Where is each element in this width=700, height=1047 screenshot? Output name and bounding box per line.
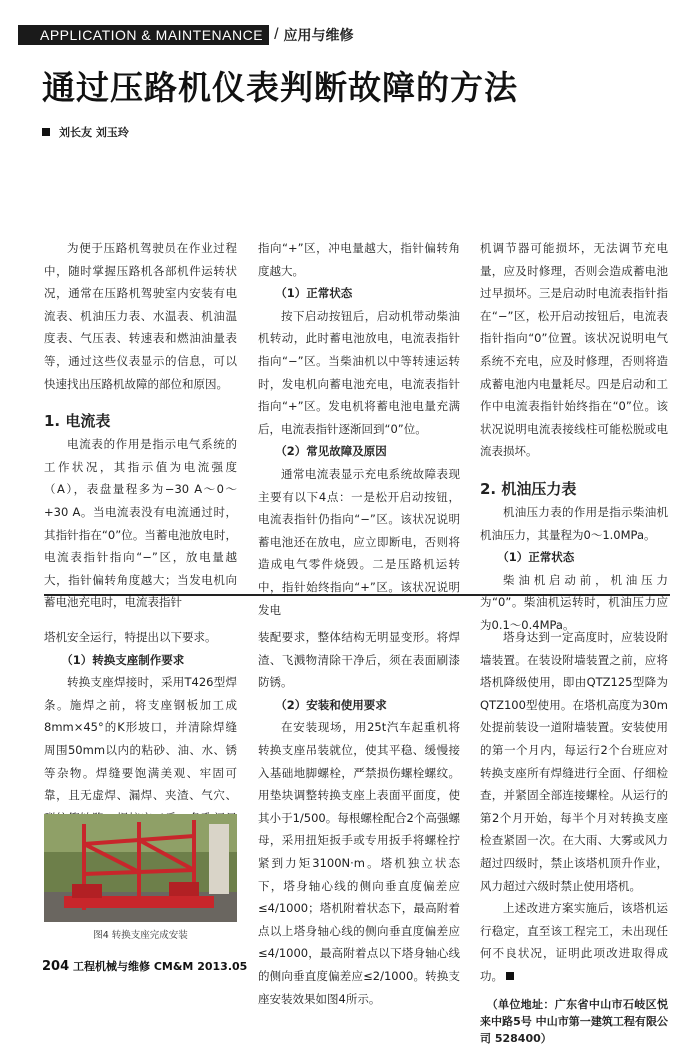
lower-paragraph-4: 塔身达到一定高度时，应装设附墙装置。在装设附墙装置之前，应将塔机降级使用，即由QTZ125型降为QTZ100型使用。在塔机高度为30m处提前装设一道附墙装置。安装使用的第一个月内，每运行2个台班应对转换支座所有焊缝进行全面、仔细检查，并紧固全部连接螺栓。从运行的第2个月开始，每半个月对转换支座检查紧固一次。在大雨、大雾或风力超过四级时，禁止该塔机顶升作业，风力超过六级时禁止使用塔机。 — [480, 630, 668, 893]
section-label-en: APPLICATION & MAINTENANCE — [18, 25, 269, 45]
bullet-square-icon — [42, 128, 50, 136]
lower-subheading-fabrication: （1）转换支座制作要求 — [61, 652, 185, 667]
section-slash: / — [274, 26, 279, 43]
section-1-paragraph-2: 按下启动按钮后，启动机带动柴油机转动，此时蓄电池放电，电流表指针指向“−”区。当柴油机以中等转速运转时，发电机向蓄电池充电，电流表指针指向“+”区。发电机将蓄电池电量充满后，电流表指针逐渐回到“0”位。 — [258, 308, 460, 436]
section-label-cn: 应用与维修 — [283, 28, 354, 44]
page-footer — [42, 958, 247, 974]
lower-paragraph-1: 塔机安全运行，特提出以下要求。 — [44, 630, 217, 644]
lower-subheading-installation: （2）安装和使用要求 — [275, 697, 387, 712]
authors: 刘长友 刘玉玲 — [59, 126, 129, 139]
author-line — [42, 124, 129, 140]
section-2-heading: 2. 机油压力表 — [480, 479, 577, 498]
upper-column-3 — [480, 237, 668, 637]
section-1-subheading-normal: （1）正常状态 — [275, 286, 353, 301]
section-1-paragraph-1: 电流表的作用是指示电气系统的工作状况，其指示值为电流强度（A），表盘量程多为−30 A～0～+30 A。当电流表没有电流通过时，其指针指在“0”位。当蓄电池放电时，电流表指针指向“−”区，放电量越大，指针偏转角度越大；当发电机向蓄电池充电时，电流表指针 — [44, 437, 237, 610]
end-mark-icon — [506, 972, 514, 980]
upper-column-1 — [44, 237, 237, 614]
section-1-subheading-faults: （2）常见故障及原因 — [275, 444, 387, 459]
figure-4-caption: 图4 转换支座完成安装 — [93, 930, 188, 941]
upper-column-2 — [258, 237, 460, 621]
section-2-subheading-normal: （1）正常状态 — [497, 550, 575, 565]
section-1-heading: 1. 电流表 — [44, 412, 111, 431]
conclusion-text: 上述改进方案实施后，该塔机运行稳定，直至该工程完工，未出现任何不良状况，证明此项改进取得成功。 — [480, 901, 668, 983]
section-header — [18, 25, 354, 45]
intro-paragraph: 为便于压路机驾驶员在作业过程中，随时掌握压路机各部机件运转状况，通常在压路机驾驶室内安装有电流表、机油压力表、水温表、机油温度表、气压表、转速表和燃油油量表等，通过这些仪表显示的信息，可以快速找出压路机故障的部位和原因。 — [44, 241, 237, 391]
figure-4-photo — [44, 814, 237, 922]
lower-paragraph-2: 转换支座焊接时，采用T426型焊条。施焊之前，将支座钢板加工成8mm×45°的K形坡口，并清除焊缝周围50mm以内的粘砂、油、水、锈等杂物。焊缝要饱满美观、牢固可靠，且无虚焊、漏焊、夹渣、气穴、 — [44, 675, 237, 803]
section-1-paragraph-3-continued: 机调节器可能损坏，无法调节充电量，应及时修理，否则会造成蓄电池过早损坏。三是启动时电流表指针指在“−”区，松开启动按钮后，电流表指针指向“0”位置。该状况说明电气系统不充电，应及时修理，否则将造成蓄电池内电量耗尽。四是启动和工作中电流表指针始终指在“0”位。该状况说明电流表接线柱可能松脱或电流表损坏。 — [480, 241, 668, 459]
lower-paragraph-3: 在安装现场，用25t汽车起重机将转换支座吊装就位，使其平稳、缓慢接入基础地脚螺栓，严禁损伤螺栓螺纹。用垫块调整转换支座上表面平面度，使其小于1/500。每根螺栓配合2个高强螺母，采用扭矩扳手或专用扳手将螺栓拧紧到力矩3100N·m。塔机独立状态下，塔身轴心线的侧向垂直度偏差应≤4/1000；塔机附着状态下，最高附着点以上塔身轴心线的侧向垂直度偏差应≤4/1000，最高附着点以下塔身轴心线的侧向垂直度偏差应≤2/1000。转换支座安装效果如图4所示。 — [258, 720, 460, 1006]
lower-paragraph-2-continued: 装配要求，整体结构无明显变形。将焊渣、飞溅物清除干净后，须在表面刷漆防锈。 — [258, 630, 460, 690]
section-2-paragraph-2: 柴油机启动前，机油压力为“0”。柴油机运转时，机油压力应为0.1～0.4MPa。 — [480, 572, 668, 632]
lower-column-3 — [480, 626, 668, 1047]
lower-paragraph-5 — [480, 897, 668, 987]
section-2-paragraph-1: 机油压力表的作用是指示柴油机机油压力，其量程为0～1.0MPa。 — [480, 504, 668, 542]
page-number: 204 — [42, 959, 70, 974]
section-1-paragraph-3: 通常电流表显示充电系统故障表现主要有以下4点：一是松开启动按钮，电流表指针仍指向“−”区。该状况说明蓄电池还在放电，应立即断电，否则将造成电气零件烧毁。二是压路机运转中，指针始终指向“+”区。该状况说明发电 — [258, 466, 460, 617]
article-title: 通过压路机仪表判断故障的方法 — [42, 68, 518, 107]
author-address: （单位地址：广东省中山市石岐区悦来中路5号 中山市第一建筑工程有限公司 528400） — [480, 997, 668, 1045]
magazine-info: 工程机械与维修 CM&M 2013.05 — [72, 960, 248, 973]
article-divider — [44, 594, 670, 596]
section-1-paragraph-1-continued: 指向“+”区，冲电量越大，指针偏转角度越大。 — [258, 241, 460, 278]
lower-column-2 — [258, 626, 460, 1010]
